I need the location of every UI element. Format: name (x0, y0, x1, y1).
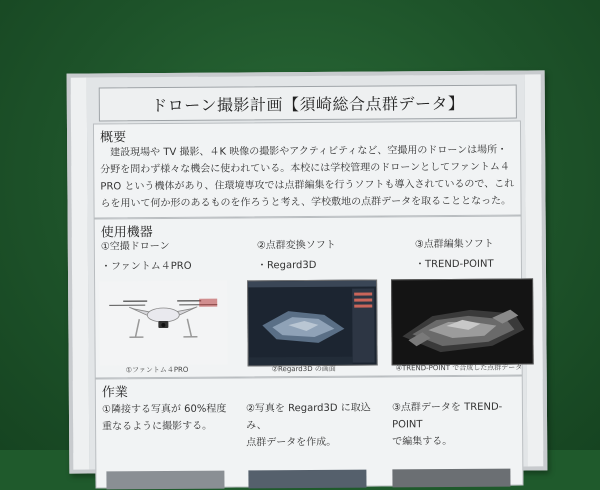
equipment-label: ③点群編集ソフト (415, 235, 494, 256)
equipment-value: ・ファントム４PRO (101, 257, 192, 278)
equipment-item-drone (101, 237, 192, 278)
work-step-3 (392, 398, 532, 450)
point-cloud-render (391, 278, 534, 365)
work-step-line: 点群データを作成。 (246, 433, 386, 451)
drone-photo (99, 281, 228, 366)
work-heading: 作業 (102, 381, 128, 400)
equipment-section (94, 216, 523, 379)
point-cloud-caption: ④TREND-POINT で合成した点群データ (396, 363, 523, 374)
regard3d-caption: ②Regard3D の画面 (272, 364, 336, 374)
work-photo-1 (106, 471, 224, 490)
work-step-line: 重なるように撮影する。 (102, 417, 240, 435)
work-step-line: ③点群データを TREND-POINT (392, 398, 532, 433)
poster-board (67, 70, 548, 473)
overview-section (93, 121, 522, 219)
equipment-label: ①空撮ドローン (101, 237, 192, 258)
work-step-1 (102, 400, 240, 435)
work-photo-2 (248, 470, 366, 489)
poster-title: ドローン撮影計画【須崎総合点群データ】 (151, 90, 464, 115)
equipment-item-editor (415, 235, 494, 276)
overview-body: 建設現場や TV 撮影、４K 映像の撮影やアクティビティなど、空撮用のドローンは場所・分野を問わず様々な機会に使われている。本校には学校管理のドローンとしてファントム４PRO という機体があり、住環境専攻では点群編集を行うソフトも導入されているので、これらを用いて何か形のあるものを作ろうと考え、学校敷地の点群データを取ることとなった。 (100, 142, 514, 213)
equipment-value: ・Regard3D (257, 256, 336, 277)
equipment-heading: 使用機器 (101, 221, 153, 240)
equipment-value: ・TREND-POINT (415, 255, 494, 276)
equipment-label: ②点群変換ソフト (257, 236, 336, 257)
work-step-line: ②写真を Regard3D に取込み、 (246, 399, 386, 434)
work-step-2 (246, 399, 386, 451)
work-section (95, 375, 524, 488)
regard3d-screenshot (247, 280, 378, 367)
overview-heading: 概要 (100, 126, 126, 145)
poster-sheet (87, 74, 528, 469)
work-step-line: で編集する。 (392, 432, 532, 450)
drone-caption: ①ファントム４PRO (126, 365, 189, 375)
work-photo-3 (392, 469, 510, 488)
equipment-item-converter (257, 236, 336, 277)
title-bar (99, 85, 517, 122)
work-step-line: ①隣接する写真が 60%程度 (102, 400, 240, 418)
